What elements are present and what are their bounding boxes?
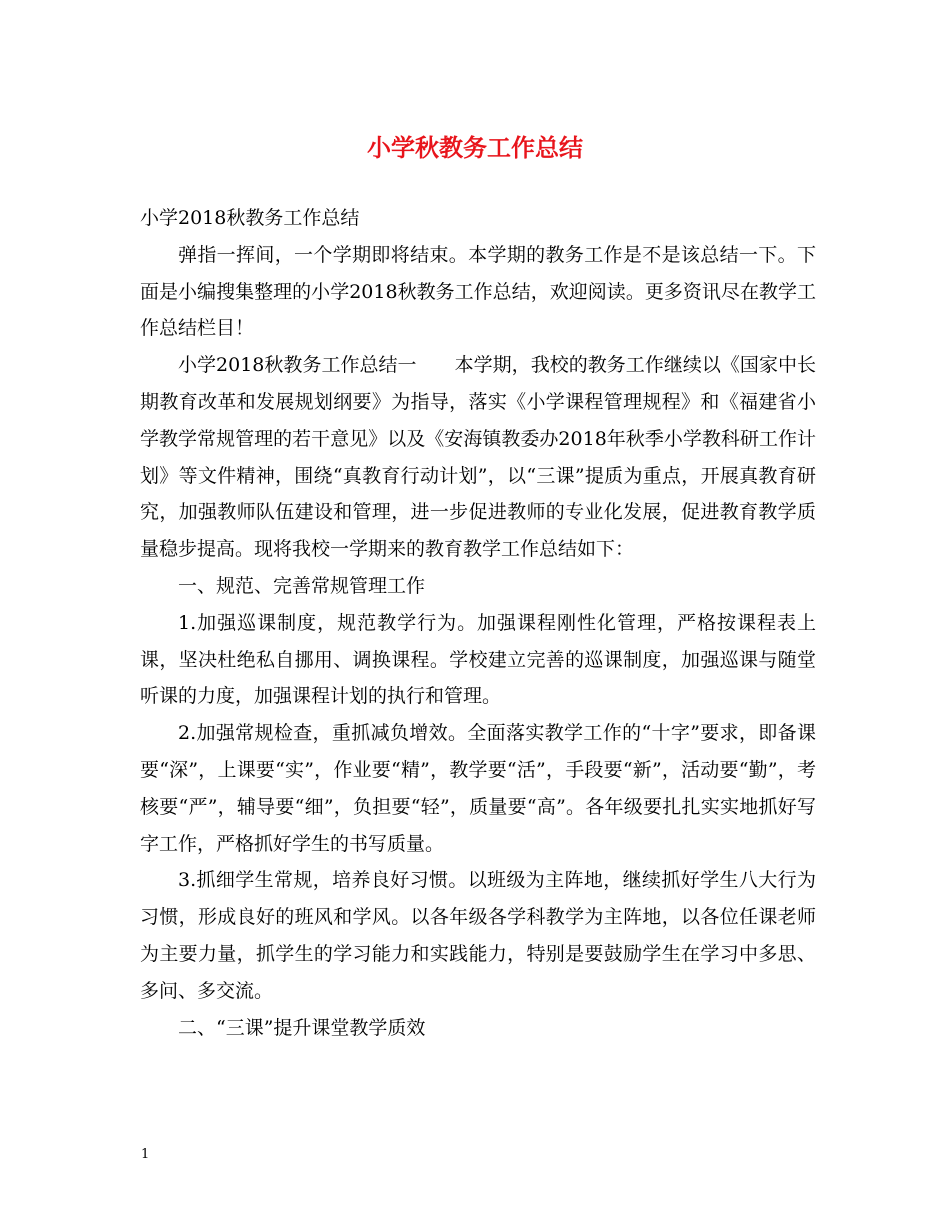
intro-paragraph: 弹指一挥间，一个学期即将结束。本学期的教务工作是不是该总结一下。下面是小编搜集整理的小学2018秋教务工作总结，欢迎阅读。更多资讯尽在教学工作总结栏目！: [140, 243, 816, 340]
subtitle-paragraph: 小学2018秋教务工作总结: [140, 207, 360, 229]
section-heading-2: 二、“三课”提升课堂教学质效: [178, 1016, 426, 1039]
body-paragraph: 2.加强常规检查，重抓减负增效。全面落实教学工作的“十字”要求，即备课要“深”，上课要“实”，作业要“精”，教学要“活”，手段要“新”，活动要“勤”，考核要“严”，辅导要“细”，负担要“轻”，质量要“高”。各年级要扎扎实实地抓好写字工作，严格抓好学生的书写质量。: [140, 722, 816, 855]
page-number: 1: [141, 1147, 150, 1162]
body-paragraph: 1.加强巡课制度，规范教学行为。加强课程刚性化管理，严格按课程表上课，坚决杜绝私自挪用、调换课程。学校建立完善的巡课制度，加强巡课与随堂听课的力度，加强课程计划的执行和管理。: [140, 611, 816, 708]
summary-paragraph: 小学2018秋教务工作总结一 本学期，我校的教务工作继续以《国家中长期教育改革和发展规划纲要》为指导，落实《小学课程管理规程》和《福建省小学教学常规管理的若干意见》以及《安海镇教委办2018年秋季小学教科研工作计划》等文件精神，围绕“真教育行动计划”，以“三课”提质为重点，开展真教育研究，加强教师队伍建设和管理，进一步促进教师的专业化发展，促进教育教学质量稳步提高。现将我校一学期来的教育教学工作总结如下：: [140, 354, 816, 561]
page-title: 小学秋教务工作总结: [367, 133, 583, 162]
section-heading-1: 一、规范、完善常规管理工作: [178, 574, 426, 597]
document-body: [140, 200, 816, 1046]
body-paragraph: 3.抓细学生常规，培养良好习惯。以班级为主阵地，继续抓好学生八大行为习惯，形成良好的班风和学风。以各年级各学科教学为主阵地，以各位任课老师为主要力量，抓学生的学习能力和实践能力，特别是要鼓励学生在学习中多思、多问、多交流。: [140, 869, 816, 1002]
